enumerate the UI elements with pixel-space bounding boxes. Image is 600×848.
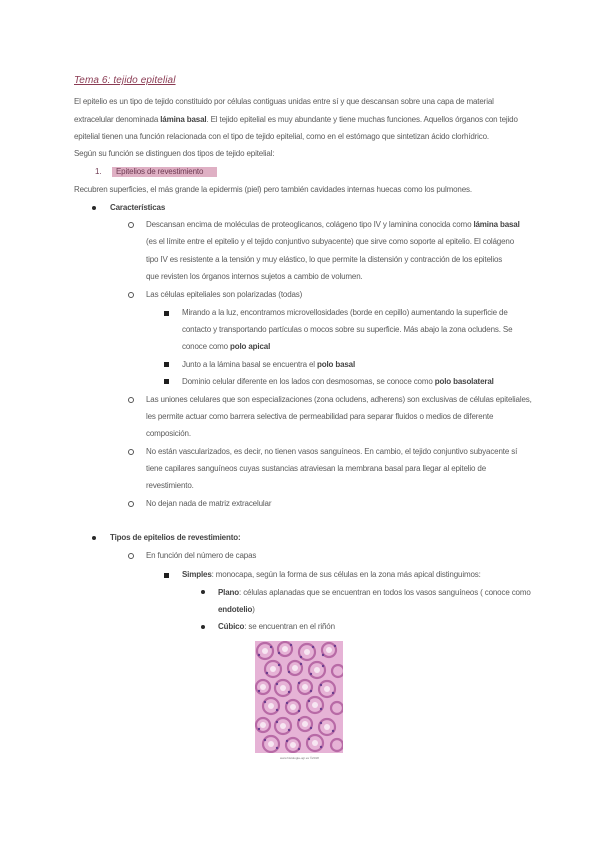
figure-caption: www.histologia-ugr.es ©2018 (280, 756, 319, 760)
types-line: En función del número de capas (146, 551, 257, 560)
char-line: revestimiento. (146, 481, 194, 490)
bullet-icon (201, 625, 205, 629)
square-bullet-icon (164, 379, 169, 384)
endotelio-term: endotelio (218, 605, 253, 614)
char-line: No dejan nada de matriz extracelular (146, 499, 272, 508)
char-text: Dominio celular diferente en los lados con desmosomas, se conoce como (182, 377, 435, 386)
circle-bullet-icon (128, 222, 134, 228)
plano-term: Plano (218, 588, 240, 597)
char-line (182, 377, 494, 387)
char-line: composición. (146, 429, 191, 438)
circle-bullet-icon (128, 501, 134, 507)
types-text: : se encuentran en el riñón (244, 622, 335, 631)
histology-illustration (255, 641, 343, 753)
char-line (182, 342, 270, 352)
types-text: ) (252, 605, 255, 614)
char-line: Las uniones celulares que son especializaciones (zona ocludens, adherens) son exclusivas de células epiteliales, (146, 395, 532, 404)
simples-term: Simples (182, 570, 212, 579)
char-line: tipo IV es resistente a la tensión y muy elástico, lo que permite la distensión y contracción de los epitelios (146, 255, 503, 264)
types-line (182, 570, 481, 580)
bullet-icon (92, 206, 96, 210)
intro-line-3: epitelial tienen una función relacionada con el tipo de tejido epitelial, como en el estómago que sintetizan ácido clorhídrico. (74, 132, 490, 141)
char-line: Mirando a la luz, encontramos microvellosidades (borde en cepillo) aumentando la superficie de (182, 308, 508, 317)
types-line (218, 588, 531, 598)
char-line: No están vascularizados, es decir, no tienen vasos sanguíneos. En cambio, el tejido conjuntivo subyacente sí (146, 447, 518, 456)
char-line: les permite actuar como barrera selectiva de permeabilidad para separar fluidos o medios de diferente (146, 412, 494, 421)
intro-text: extracelular denominada (74, 115, 161, 124)
intro-text: . El tejido epitelial es muy abundante y tiene muchas funciones. Aquellos órganos con tejido (206, 115, 518, 124)
bullet-icon (201, 590, 205, 594)
char-line (146, 220, 520, 230)
polo-basal-term: polo basal (316, 360, 356, 369)
square-bullet-icon (164, 362, 169, 367)
intro-line-4: Según su función se distinguen dos tipos de tejido epitelial: (74, 149, 275, 158)
polo-apical-term: polo apical (230, 342, 271, 351)
highlighted-heading: Epitelios de revestimiento (112, 167, 217, 177)
char-line: tiene capilares sanguíneos cuyas sustancias atraviesan la membrana basal para llegar al epitelio de (146, 464, 487, 473)
circle-bullet-icon (128, 397, 134, 403)
intro-line-2 (74, 115, 518, 125)
circle-bullet-icon (128, 553, 134, 559)
list-number: 1. (95, 167, 102, 176)
square-bullet-icon (164, 573, 169, 578)
char-line: Las células epiteliales son polarizadas (todas) (146, 290, 303, 299)
char-line (182, 360, 355, 370)
types-line (218, 622, 335, 632)
square-bullet-icon (164, 311, 169, 316)
char-text: conoce como (182, 342, 231, 351)
circle-bullet-icon (128, 449, 134, 455)
char-line: (es el límite entre el epitelio y el tejido conjuntivo subyacente) que sirve como soporte al epitelio. El colágeno (146, 237, 515, 246)
characteristics-heading: Características (110, 203, 166, 212)
types-text: : células aplanadas que se encuentran en todos los vasos sanguíneos ( conoce como (239, 588, 531, 597)
char-text: Junto a la lámina basal se encuentra el (182, 360, 317, 369)
cover-text: Recubren superficies, el más grande la epidermis (piel) pero también cavidades internas huecas como los pulmones. (74, 185, 472, 194)
bullet-icon (92, 536, 96, 540)
polo-basolateral-term: polo basolateral (434, 377, 494, 386)
char-line: que revisten los órganos internos sujetos a cambio de volumen. (146, 272, 363, 281)
char-text: Descansan encima de moléculas de proteoglicanos, colágeno tipo IV y laminina conocida como (146, 220, 474, 229)
cubico-term: Cúbico (218, 622, 245, 631)
types-heading: Tipos de epitelios de revestimiento: (110, 533, 241, 542)
circle-bullet-icon (128, 292, 134, 298)
kidney-histology-image (255, 641, 343, 753)
lamina-basal-term: lámina basal (160, 115, 207, 124)
page-title: Tema 6: tejido epitelial (74, 75, 176, 86)
char-line: contacto y transportando partículas o mocos sobre su superficie. Más abajo la zona ocludens. Se (182, 325, 513, 334)
types-text: : monocapa, según la forma de sus células en la zona más apical distinguimos: (211, 570, 481, 579)
section-heading-revestimiento (112, 167, 217, 177)
intro-line-1: El epitelio es un tipo de tejido constituido por células contiguas unidas entre sí y que descansan sobre una capa de material (74, 97, 494, 106)
types-line (218, 605, 255, 615)
char-bold-term: lámina basal (473, 220, 520, 229)
